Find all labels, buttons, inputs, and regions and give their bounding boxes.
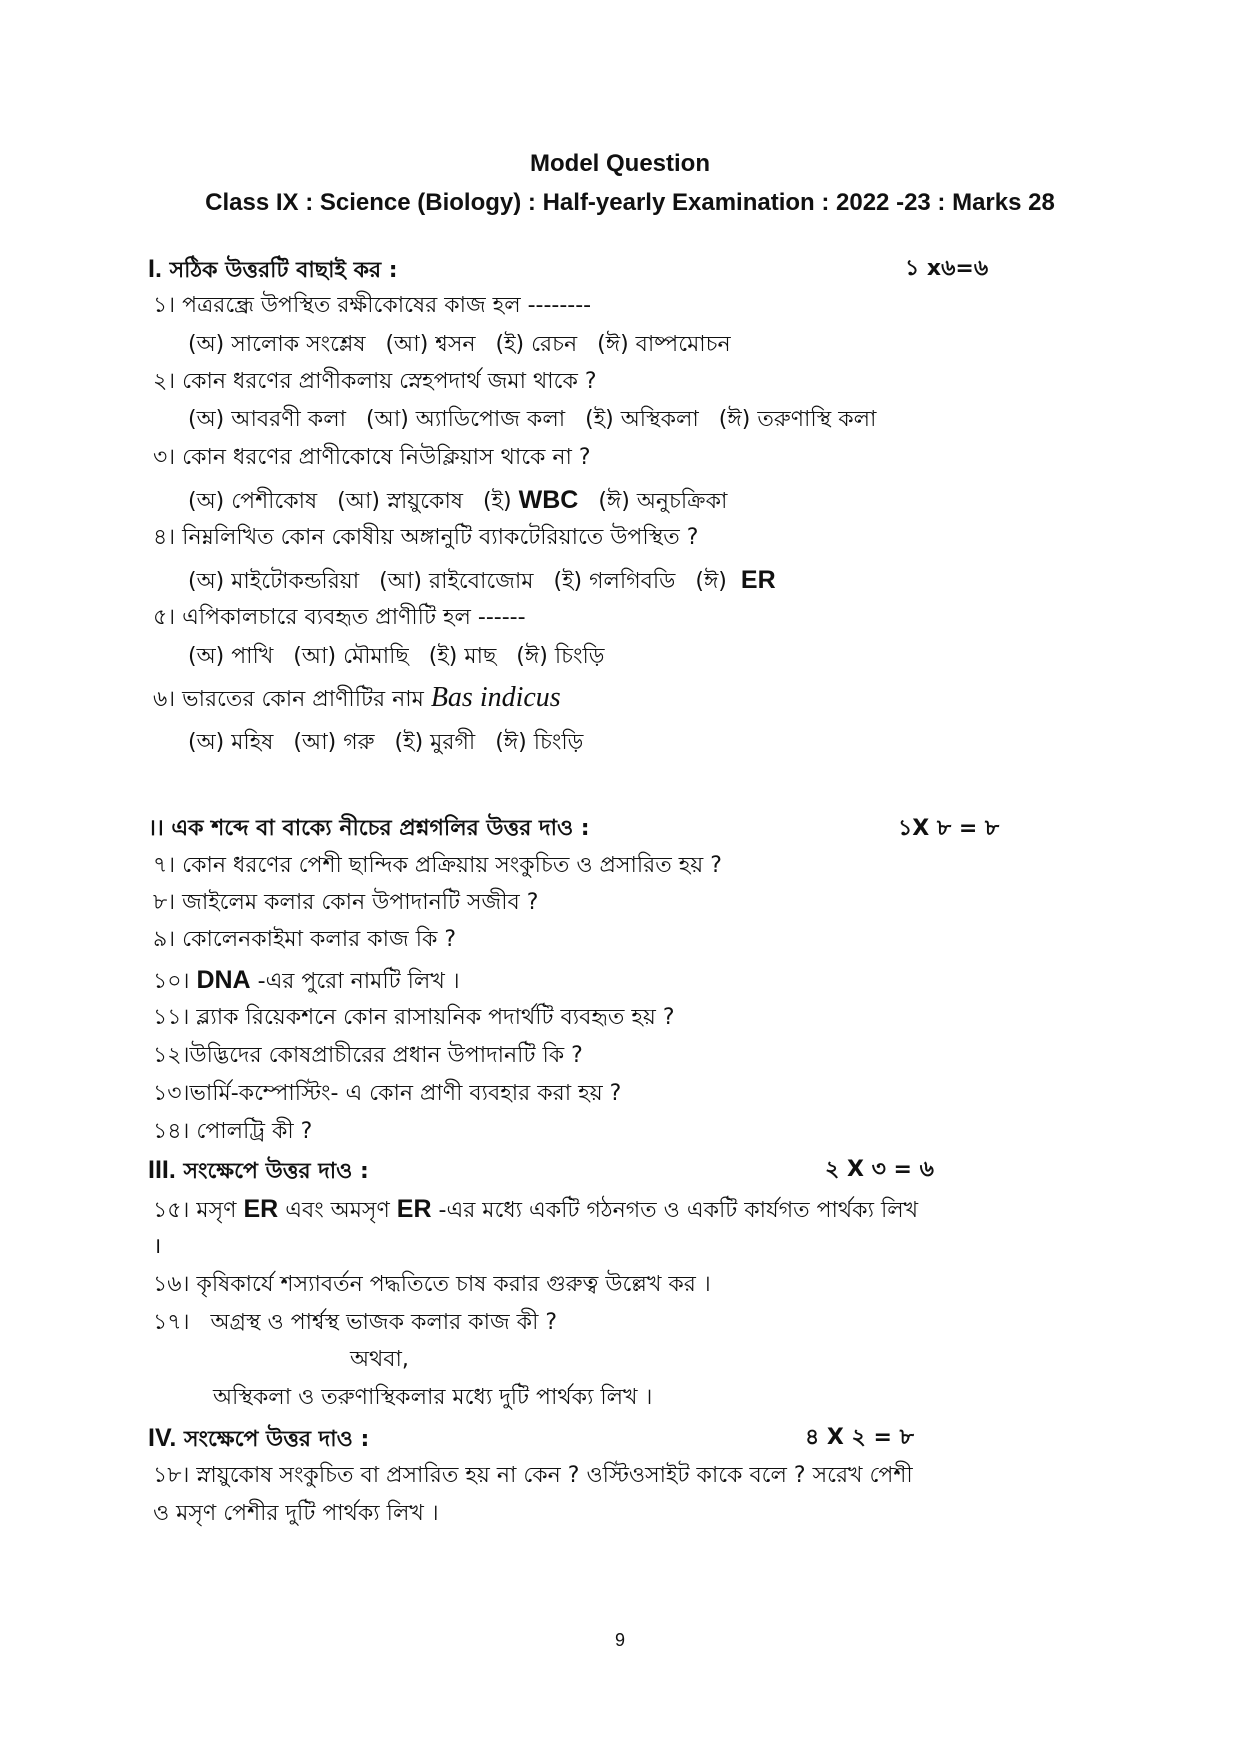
question-number: ৮। — [153, 890, 176, 915]
question-text: অগ্রস্থ ও পার্শ্বস্থ ভাজক কলার কাজ কী ? — [210, 1310, 558, 1335]
question-17 — [153, 1308, 557, 1338]
scientific-name: Bas indicus — [430, 682, 561, 713]
question-15 — [153, 1194, 918, 1226]
page-number: 9 — [614, 1630, 625, 1650]
question-text: উদ্ভিদের কোষপ্রাচীরের প্রধান উপাদানটি কি ? — [189, 1043, 583, 1068]
question-text: ব্ল্যাক রিয়েকশনে কোন রাসায়নিক পদার্থটি ব্যবহৃত হয় ? — [196, 1005, 675, 1030]
section-heading-text: সংক্ষেপে উত্তর দাও : — [183, 1159, 369, 1184]
question-14 — [153, 1117, 312, 1147]
question-text: -এর পুরো নামটি লিখ । — [257, 969, 460, 994]
question-text: পত্ররন্ধ্রে উপস্থিত রক্ষীকোষের কাজ হল -------- — [182, 293, 592, 318]
question-number: ১। — [153, 293, 176, 318]
question-text: নিম্নলিখিত কোন কোষীয় অঙ্গানুটি ব্যাকটেরিয়াতে উপস্থিত ? — [182, 525, 699, 550]
section-marks: ২ X ৩ = ৬ — [825, 1157, 934, 1182]
option-a: (অ) আবরণী কলা — [188, 407, 346, 432]
question-number: ১৮। — [153, 1463, 190, 1488]
section-1-heading — [148, 254, 398, 286]
question-10 — [153, 965, 460, 997]
question-number: ১৭। — [153, 1310, 190, 1335]
question-text: স্নায়ুকোষ সংকুচিত বা প্রসারিত হয় না কেন ? ওস্টিওসাইট কাকে বলে ? সরেখ পেশী — [196, 1463, 913, 1488]
question-number: ৭। — [153, 853, 176, 878]
option-c: (ই) WBC — [482, 486, 579, 514]
question-text: কোন ধরণের প্রাণীকলায় স্নেহপদার্থ জমা থাকে ? — [182, 369, 597, 394]
section-2-heading — [148, 814, 590, 844]
section-marks: ১ x৬=৬ — [905, 256, 989, 281]
option-b: (আ) মৌমাছি — [293, 644, 409, 669]
question-text: কোলেনকাইমা কলার কাজ কি ? — [182, 927, 457, 952]
option-a: (অ) পেশীকোষ — [188, 489, 318, 514]
question-17-alt: অস্থিকলা ও তরুণাস্থিকলার মধ্যে দুটি পার্থক্য লিখ । — [213, 1385, 653, 1410]
section-marks: ৪ X ২ = ৮ — [805, 1425, 914, 1450]
question-number: ১১। — [153, 1005, 190, 1030]
question-18-cont: ও মসৃণ পেশীর দুটি পার্থক্য লিখ । — [153, 1501, 439, 1526]
question-2-options — [188, 405, 896, 435]
option-c: (ই) মাছ — [428, 644, 497, 669]
exam-subtitle: Class IX : Science (Biology) : Half-yearly Examination : 2022 -23 : Marks 28 — [205, 189, 1055, 216]
question-text: মসৃণ — [196, 1198, 237, 1223]
question-6-options — [188, 728, 603, 758]
page-title: Model Question — [530, 150, 710, 177]
question-9 — [153, 925, 456, 955]
option-c: (ই) অস্থিকলা — [585, 407, 699, 432]
question-1-options — [188, 330, 751, 360]
question-2 — [153, 367, 597, 397]
section-numeral: IV. — [148, 1424, 177, 1452]
option-b: (আ) স্নায়ুকোষ — [337, 489, 463, 514]
question-number: ৪। — [153, 525, 176, 550]
question-text: জাইলেম কলার কোন উপাদানটি সজীব ? — [182, 890, 539, 915]
option-d-bold: ER — [740, 566, 776, 594]
question-13 — [153, 1079, 621, 1109]
option-d: (ঈ) অনুচক্রিকা — [598, 489, 728, 514]
question-7 — [153, 851, 722, 881]
option-a: (অ) সালোক সংশ্লেষ — [188, 332, 366, 357]
question-15-cont: । — [153, 1234, 162, 1259]
section-marks: ১X ৮ = ৮ — [898, 816, 1000, 841]
option-d: (ঈ) চিংড়ি — [495, 730, 584, 755]
option-d: (ঈ) ER — [695, 566, 776, 594]
option-b: (আ) অ্যাডিপোজ কলা — [365, 407, 566, 432]
bold-term: DNA — [196, 966, 251, 994]
option-b: (আ) রাইবোজোম — [379, 569, 534, 594]
option-d: (ঈ) চিংড়ি — [516, 644, 605, 669]
section-4-heading — [148, 1423, 369, 1455]
question-8 — [153, 888, 538, 918]
question-number: ১৪। — [153, 1119, 190, 1144]
question-number: ১৬। — [153, 1272, 190, 1297]
option-a: (অ) মহিষ — [188, 730, 274, 755]
question-11 — [153, 1003, 675, 1033]
option-c-bold: WBC — [518, 486, 579, 514]
question-text: -এর মধ্যে একটি গঠনগত ও একটি কার্যগত পার্থক্য লিখ — [438, 1198, 919, 1223]
option-c: (ই) রেচন — [495, 332, 578, 357]
question-text: ভার্মি-কম্পোস্টিং- এ কোন প্রাণী ব্যবহার করা হয় ? — [189, 1081, 622, 1106]
question-3-options — [188, 485, 747, 517]
option-d: (ঈ) বাষ্পমোচন — [597, 332, 731, 357]
question-text: কোন ধরণের প্রাণীকোষে নিউক্লিয়াস থাকে না ? — [182, 445, 591, 470]
question-12 — [153, 1041, 583, 1071]
question-5 — [153, 603, 526, 633]
question-3 — [153, 443, 591, 473]
question-text: এপিকালচারে ব্যবহৃত প্রাণীটি হল ------ — [182, 605, 526, 630]
question-18 — [153, 1461, 913, 1491]
question-number: ৯। — [153, 927, 176, 952]
question-5-options — [188, 642, 624, 672]
bold-term: ER — [396, 1195, 432, 1223]
section-heading-text: এক শব্দে বা বাক্যে নীচের প্রশ্নগলির উত্তর দাও : — [171, 816, 590, 841]
question-4-options — [188, 565, 796, 597]
option-a: (অ) পাখি — [188, 644, 274, 669]
question-number: ৫। — [153, 605, 176, 630]
section-numeral: ।। — [148, 816, 164, 841]
question-1 — [153, 291, 591, 321]
question-text: কৃষিকার্যে শস্যাবর্তন পদ্ধতিতে চাষ করার গুরুত্ব উল্লেখ কর । — [196, 1272, 711, 1297]
question-number: ১৩। — [153, 1081, 190, 1106]
section-numeral: III. — [148, 1156, 176, 1184]
question-number: ২। — [153, 369, 176, 394]
question-4 — [153, 523, 698, 553]
option-b: (আ) গরু — [293, 730, 375, 755]
question-number: ৬। — [153, 687, 176, 712]
question-6 — [153, 683, 561, 715]
option-a: (অ) মাইটোকন্ডরিয়া — [188, 569, 360, 594]
section-3-heading — [148, 1155, 369, 1187]
option-d: (ঈ) তরুণাস্থি কলা — [718, 407, 877, 432]
question-number: ১০। — [153, 969, 190, 994]
section-heading-text: সঠিক উত্তরটি বাছাই কর : — [169, 258, 398, 283]
question-text: কোন ধরণের পেশী ছান্দিক প্রক্রিয়ায় সংকুচিত ও প্রসারিত হয় ? — [182, 853, 722, 878]
question-text: এবং অমসৃণ — [285, 1198, 390, 1223]
question-text: পোলট্রি কী ? — [196, 1119, 313, 1144]
bold-term: ER — [243, 1195, 279, 1223]
option-c: (ই) গলগিবডি — [553, 569, 676, 594]
question-16 — [153, 1270, 711, 1300]
question-text: ভারতের কোন প্রাণীটির নাম — [182, 687, 424, 712]
question-number: ১৫। — [153, 1198, 190, 1223]
section-numeral: I. — [148, 255, 162, 283]
question-number: ১২। — [153, 1043, 190, 1068]
option-b: (আ) শ্বসন — [385, 332, 476, 357]
section-heading-text: সংক্ষেপে উত্তর দাও : — [183, 1427, 370, 1452]
question-17-or: অথবা, — [350, 1347, 409, 1372]
option-c: (ই) মুরগী — [394, 730, 476, 755]
question-number: ৩। — [153, 445, 176, 470]
